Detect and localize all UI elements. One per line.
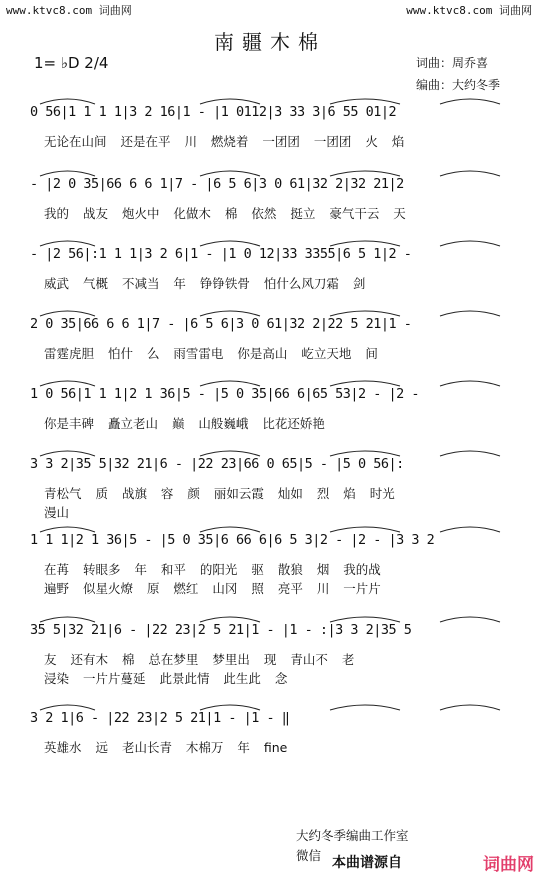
lyric-line: 雷霆虎胆 怕什 么 雨雪雷电 你是高山 屹立天地 间: [44, 346, 378, 361]
notation-line: 3 2 1|6 - |22 23|2 5 21|1 - |1 - ‖: [30, 710, 290, 726]
slur-arc: [330, 527, 400, 532]
slur-marks: [0, 166, 540, 178]
lyric-line: 你是丰碑 矗立老山 巅 山般巍峨 比花还娇艳: [44, 416, 325, 431]
slur-arc: [40, 171, 95, 176]
slur-arc: [440, 171, 500, 176]
notation-line: 35 5|32 21|6 - |22 23|2 5 21|1 - |1 - :|3 3 2|35 5: [30, 622, 412, 638]
slur-marks: [0, 446, 540, 458]
slur-arc: [40, 99, 95, 104]
slur-arc: [440, 99, 500, 104]
notation-line: 2 0 35|66 6 6 1|7 - |6 5 6|3 0 61|32 2|22 5 21|1 -: [30, 316, 412, 332]
slur-arc: [330, 171, 400, 176]
lyric-line: 青松气 质 战旗 容 颜 丽如云霞 灿如 烈 焰 时光: [44, 486, 395, 501]
slur-marks: [0, 700, 540, 712]
slur-arc: [200, 311, 260, 316]
slur-marks: [0, 522, 540, 534]
slur-arc: [40, 527, 95, 532]
key-signature: 1= ♭D 2/4: [34, 54, 109, 72]
slur-marks: [0, 306, 540, 318]
slur-arc: [40, 241, 95, 246]
slur-arc: [440, 241, 500, 246]
slur-arc: [200, 527, 260, 532]
slur-marks: [0, 236, 540, 248]
notation-line: 0 56|1 1 1 1|3 2 16|1 - |1 0112|3 33 3|6 55 01|2: [30, 104, 397, 120]
song-title: 南疆木棉: [214, 30, 326, 54]
slur-arc: [40, 705, 95, 710]
arranger-credit: 编曲：大约冬季: [416, 78, 501, 92]
notation-line: - |2 56|:1 1 1|3 2 6|1 - |1 0 12|33 3355|6 5 1|2 -: [30, 246, 412, 262]
slur-arc: [440, 705, 500, 710]
studio-credit: 大约冬季编曲工作室: [296, 828, 409, 843]
slur-arc: [330, 705, 400, 710]
lyric-line: 威武 气概 不减当 年 铮铮铁骨 怕什么风刀霜 剑: [44, 276, 366, 291]
slur-arc: [40, 311, 95, 316]
slur-arc: [330, 241, 400, 246]
lyricist-composer-credit: 词曲：周乔喜: [416, 56, 489, 70]
wechat-label: 微信: [296, 848, 322, 863]
slur-arc: [200, 451, 260, 456]
slur-arc: [200, 241, 260, 246]
lyric-line: 遍野 似星火燎 原 燃红 山冈 照 亮平 川 一片片: [44, 581, 381, 596]
slur-arc: [330, 99, 400, 104]
slur-arc: [440, 451, 500, 456]
slur-arc: [330, 311, 400, 316]
slur-marks: [0, 376, 540, 388]
slur-arc: [330, 381, 400, 386]
slur-arc: [200, 381, 260, 386]
slur-arc: [40, 617, 95, 622]
lyric-line: 友 还有木 棉 总在梦里 梦里出 现 青山不 老: [44, 652, 355, 667]
slur-arc: [330, 617, 400, 622]
slur-arc: [40, 381, 95, 386]
lyric-line: 漫山: [44, 505, 70, 520]
slur-arc: [440, 617, 500, 622]
slur-arc: [40, 451, 95, 456]
notation-line: 1 0 56|1 1 1|2 1 36|5 - |5 0 35|66 6|65 53|2 - |2 -: [30, 386, 420, 402]
lyric-line: 英雄水 远 老山长青 木棉万 年 fine: [44, 740, 288, 755]
slur-marks: [0, 94, 540, 106]
notation-line: - |2 0 35|66 6 6 1|7 - |6 5 6|3 0 61|32 2|32 21|2: [30, 176, 404, 192]
slur-arc: [200, 99, 260, 104]
slur-arc: [200, 705, 260, 710]
site-url-left: www.ktvc8.com 词曲网: [6, 4, 132, 17]
site-url-right: www.ktvc8.com 词曲网: [406, 4, 532, 17]
slur-arc: [440, 311, 500, 316]
source-label: 本曲谱源自: [332, 855, 402, 871]
slur-arc: [330, 451, 400, 456]
lyric-line: 在苒 转眼多 年 和平 的阳光 驱 散狼 烟 我的战: [44, 562, 381, 577]
lyric-line: 无论在山间 还是在平 川 燃烧着 一团团 一团团 火 焰: [44, 134, 405, 149]
site-logo: 词曲网: [483, 855, 534, 875]
notation-line: 3 3 2|35 5|32 21|6 - |22 23|66 0 65|5 - |5 0 56|:: [30, 456, 404, 472]
slur-arc: [440, 381, 500, 386]
lyric-line: 浸染 一片片蔓延 此景此情 此生此 念: [44, 671, 288, 686]
slur-arc: [200, 617, 260, 622]
slur-arc: [200, 171, 260, 176]
slur-marks: [0, 612, 540, 624]
slur-arc: [440, 527, 500, 532]
notation-line: 1 1 1|2 1 36|5 - |5 0 35|6 66 6|6 5 3|2 - |2 - |3 3 2: [30, 532, 435, 548]
lyric-line: 我的 战友 炮火中 化做木 棉 依然 挺立 豪气干云 天: [44, 206, 406, 221]
